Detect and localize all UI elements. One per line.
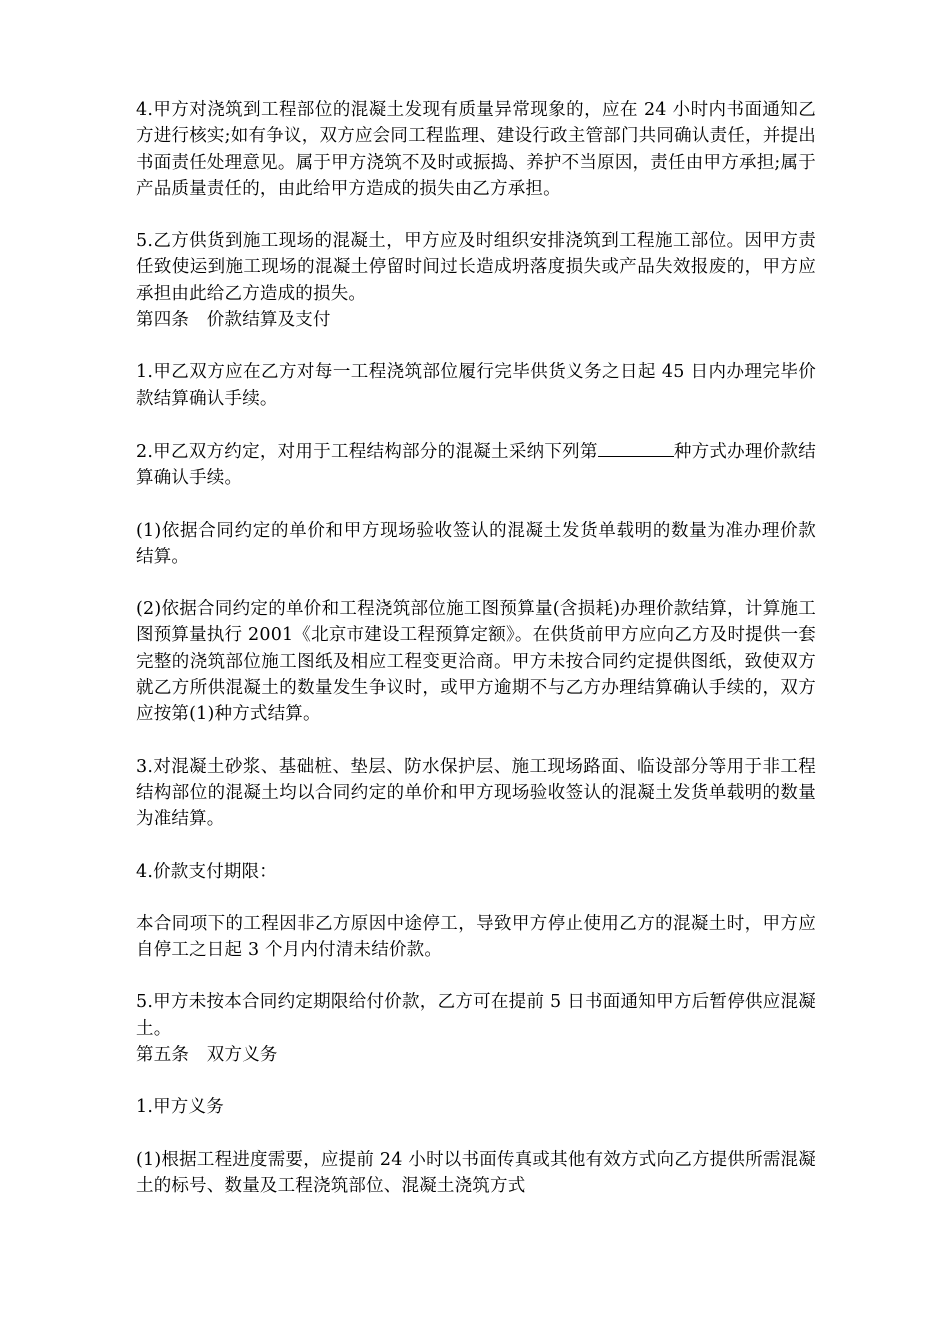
settlement-method-text-b: 种方式办理价款结算确认手续。 — [136, 441, 816, 489]
clause-paragraph-payment-term: 4.价款支付期限： — [136, 861, 277, 882]
fill-in-blank — [598, 438, 674, 457]
clause-paragraph-late-payment: 5.甲方未按本合同约定期限给付价款，乙方可在提前 5 日书面通知甲方后暂停供应混凝土。 — [136, 992, 816, 1039]
document-page — [136, 97, 816, 1199]
clause-paragraph-option-1: (1)依据合同约定的单价和甲方现场验收签认的混凝土发货单载明的数量为准办理价款结算。 — [136, 520, 816, 567]
clause-paragraph-duty-1: (1)根据工程进度需要，应提前 24 小时以书面传真或其他有效方式向乙方提供所需混凝土的标号、数量及工程浇筑部位、混凝土浇筑方式 — [136, 1149, 816, 1196]
clause-paragraph-quality: 4.甲方对浇筑到工程部位的混凝土发现有质量异常现象的，应在 24 小时内书面通知乙方进行核实;如有争议，双方应会同工程监理、建设行政主管部门共同确认责任，并提出书面责任处理意见。属于甲方浇筑不及时或振捣、养护不当原因，责任由甲方承担;属于产品质量责任的，由此给甲方造成的损失由乙方承担。 — [136, 100, 816, 199]
clause-paragraph-non-structural: 3.对混凝土砂浆、基础桩、垫层、防水保护层、施工现场路面、临设部分等用于非工程结构部位的混凝土均以合同约定的单价和甲方现场验收签认的混凝土发货单载明的数量为准结算。 — [136, 756, 816, 830]
clause-paragraph-party-a-duties: 1.甲方义务 — [136, 1097, 224, 1118]
settlement-method-text-a: 2.甲乙双方约定，对用于工程结构部分的混凝土采纳下列第 — [136, 441, 598, 462]
clause-paragraph-settlement-deadline: 1.甲乙双方应在乙方对每一工程浇筑部位履行完毕供货义务之日起 45 日内办理完毕价款结算确认手续。 — [136, 362, 816, 409]
clause-paragraph-delivery: 5.乙方供货到施工现场的混凝土，甲方应及时组织安排浇筑到工程施工部位。因甲方责任致使运到施工现场的混凝土停留时间过长造成坍落度损失或产品失效报废的，甲方应承担由此给乙方造成的损失。 — [136, 231, 816, 304]
section-heading-article-4: 第四条 价款结算及支付 — [136, 310, 331, 331]
section-heading-article-5: 第五条 双方义务 — [136, 1045, 278, 1066]
clause-paragraph-settlement-method — [136, 438, 816, 492]
clause-paragraph-option-2: (2)依据合同约定的单价和工程浇筑部位施工图预算量(含损耗)办理价款结算，计算施工图预算量执行 2001《北京市建设工程预算定额》。在供货前甲方应向乙方及时提供一套完整的浇筑部位施工图纸及相应工程变更洽商。甲方未按合同约定提供图纸，致使双方就乙方所供混凝土的数量发生争议时，或甲方逾期不与乙方办理结算确认手续的，双方应按第(1)种方式结算。 — [136, 599, 816, 725]
clause-paragraph-work-stoppage: 本合同项下的工程因非乙方原因中途停工，导致甲方停止使用乙方的混凝土时，甲方应自停工之日起 3 个月内付清未结价款。 — [136, 913, 816, 961]
